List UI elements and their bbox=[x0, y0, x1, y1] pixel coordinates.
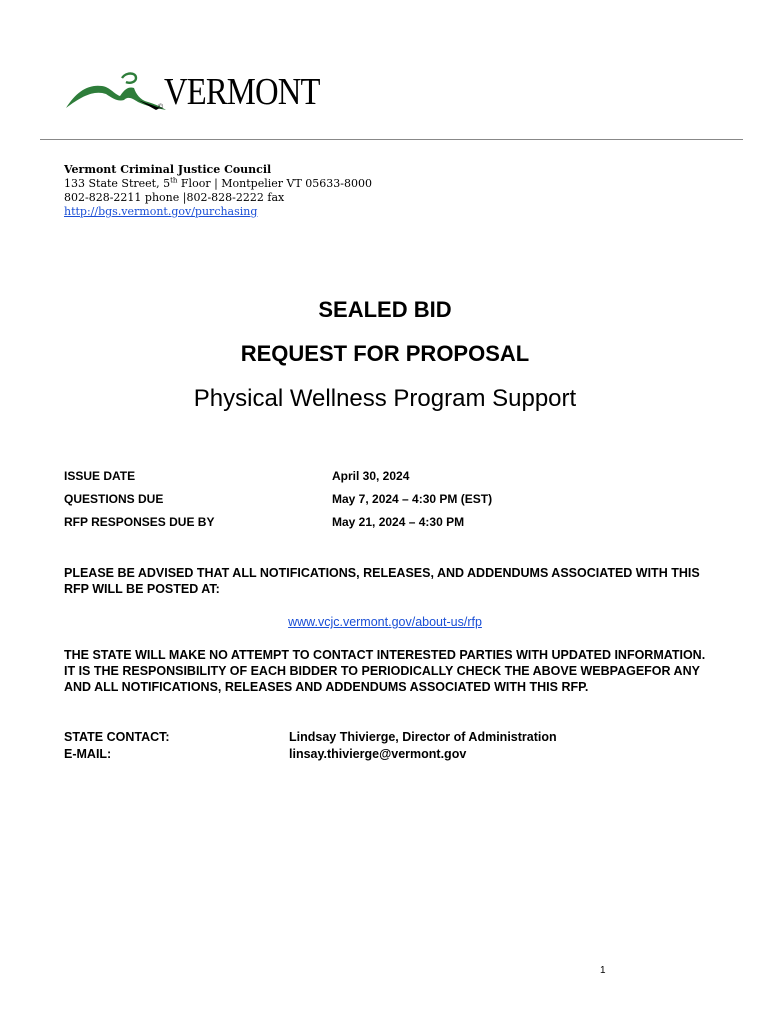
phone-fax: 802-828-2211 phone |802-828-2222 fax bbox=[64, 191, 285, 204]
address-superscript: th bbox=[170, 176, 178, 185]
email-label: E-MAIL: bbox=[64, 747, 112, 761]
rfp-url-link[interactable]: www.vcjc.vermont.gov/about-us/rfp bbox=[288, 615, 482, 629]
questions-due-label: QUESTIONS DUE bbox=[64, 492, 164, 506]
mountain-logo-icon bbox=[64, 70, 174, 120]
responses-due-label: RFP RESPONSES DUE BY bbox=[64, 515, 215, 529]
vermont-logo bbox=[64, 70, 344, 120]
logo-wordmark: VERMONT bbox=[164, 71, 320, 113]
issue-date-label: ISSUE DATE bbox=[64, 469, 136, 483]
issue-date-value: April 30, 2024 bbox=[332, 469, 410, 483]
responsibility-notice: THE STATE WILL MAKE NO ATTEMPT TO CONTACT INTERESTED PARTIES WITH UPDATED INFORMATION. IT IS THE RESPONSIBILITY OF EACH BIDDER TO PERIODICALLY CHECK THE ABOVE WEBPAGEFOR ANY AND ALL NOTIFICATIONS, RELEASES AND ADDENDUMS ASSOCIATED WITH THIS RFP. bbox=[64, 648, 706, 694]
title-rfp: REQUEST FOR PROPOSAL bbox=[240, 341, 530, 366]
title-program: Physical Wellness Program Support bbox=[193, 385, 577, 412]
posting-notice: PLEASE BE ADVISED THAT ALL NOTIFICATIONS, RELEASES, AND ADDENDUMS ASSOCIATED WITH THIS RFP WILL BE POSTED AT: bbox=[64, 566, 700, 596]
email-value[interactable]: linsay.thivierge@vermont.gov bbox=[289, 747, 467, 761]
state-contact-label: STATE CONTACT: bbox=[64, 730, 170, 744]
logo-copyright-mark: © bbox=[158, 104, 164, 111]
state-contact-value: Lindsay Thivierge, Director of Administration bbox=[289, 730, 557, 744]
address-part: 133 State Street, 5 bbox=[64, 177, 171, 190]
title-sealed-bid: SEALED BID bbox=[318, 297, 452, 322]
responses-due-value: May 21, 2024 – 4:30 PM bbox=[332, 515, 465, 529]
questions-due-value: May 7, 2024 – 4:30 PM (EST) bbox=[332, 492, 493, 506]
agency-address-block bbox=[64, 163, 372, 219]
rfp-url-row bbox=[0, 615, 770, 629]
purchasing-link[interactable]: http://bgs.vermont.gov/purchasing bbox=[64, 205, 258, 218]
page-number: 1 bbox=[600, 965, 606, 976]
header-divider bbox=[40, 139, 743, 140]
street-address bbox=[64, 177, 372, 191]
address-part-rest: Floor | Montpelier VT 05633-8000 bbox=[177, 177, 372, 190]
agency-name: Vermont Criminal Justice Council bbox=[64, 163, 272, 176]
